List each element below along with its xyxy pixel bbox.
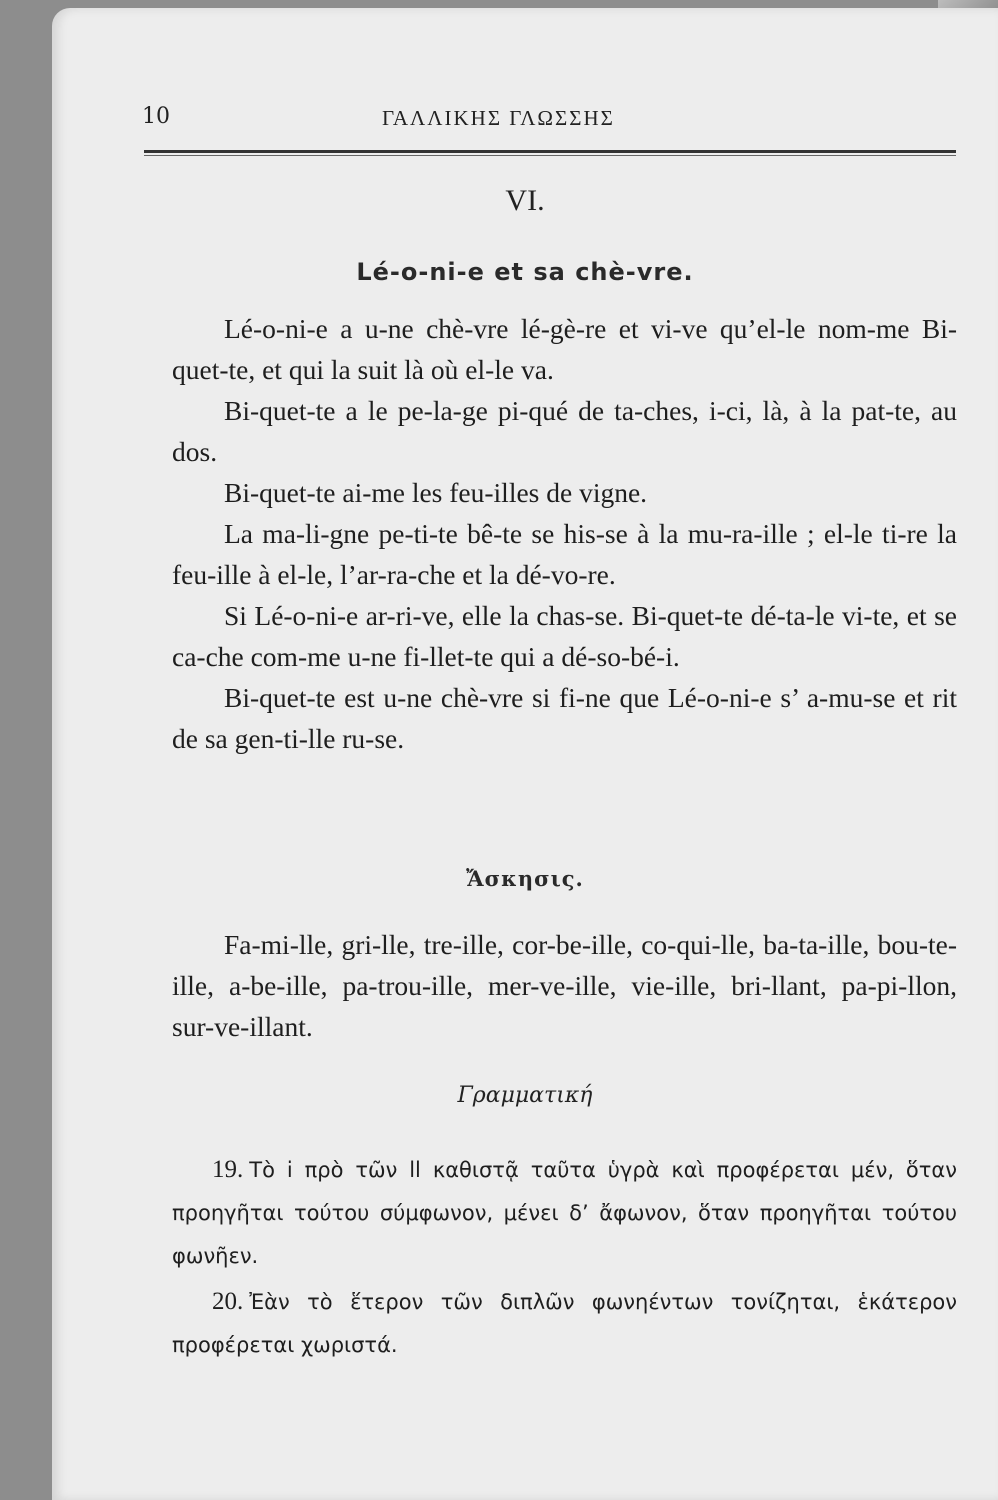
paragraph: Bi-quet-te ai-me les feu-illes de vigne. bbox=[224, 477, 648, 508]
rule-number: 20. bbox=[212, 1288, 244, 1315]
exercise-heading: Ἄσκησις. bbox=[466, 866, 584, 891]
grammar-rule-20 bbox=[172, 1280, 957, 1367]
paragraph: La ma-li-gne pe-ti-te bê-te se his-se à la mu-ra-ille ; el-le ti-re la feu-ille à el-le, l’ar-ra-che et la dé-vo-re. bbox=[172, 518, 957, 590]
exercise-text bbox=[172, 924, 957, 1047]
paragraph: Lé-o-ni-e a u-ne chè-vre lé-gè-re et vi-ve qu’el-le nom-me Bi-quet-te, et qui la suit là où el-le va. bbox=[172, 313, 957, 385]
paragraph: Bi-quet-te a le pe-la-ge pi-qué de ta-ches, i-ci, là, à la pat-te, au dos. bbox=[172, 395, 957, 467]
grammar-rule-19 bbox=[172, 1148, 957, 1278]
rule-number: 19. bbox=[212, 1156, 244, 1183]
exercise-paragraph: Fa-mi-lle, gri-lle, tre-ille, cor-be-ille, co-qui-lle, ba-ta-ille, bou-te-ille, a-be-ille, pa-trou-ille, mer-ve-ille, vie-ille, bri-llant, pa-pi-llon, sur-ve-illant. bbox=[172, 929, 957, 1042]
header-rule bbox=[144, 150, 956, 156]
chapter-number: VI. bbox=[505, 184, 545, 217]
lesson-title: Lé-o-ni-e et sa chè-vre. bbox=[356, 258, 694, 286]
book-page bbox=[52, 8, 998, 1500]
paragraph: Si Lé-o-ni-e ar-ri-ve, elle la chas-se. Bi-quet-te dé-ta-le vi-te, et se ca-che com-me u-ne fi-llet-te qui a dé-so-bé-i. bbox=[172, 600, 957, 672]
rule-text: Ἐὰν τὸ ἕτερον τῶν διπλῶν φωνηέντων τονίζηται, ἑκάτερον προφέρεται χωριστά. bbox=[172, 1290, 957, 1357]
grammar-rules bbox=[172, 1148, 957, 1369]
lesson-text bbox=[172, 308, 957, 759]
rule-text: Τὸ i πρὸ τῶν ll καθιστᾷ ταῦτα ὑγρὰ καὶ προφέρεται μέν, ὅταν προηγῆται τούτου σύμφωνον, μένει δ’ ἄφωνον, ὅταν προηγῆται τούτου φωνῆεν. bbox=[172, 1158, 957, 1268]
page-number: 10 bbox=[142, 104, 170, 129]
page-header bbox=[52, 104, 998, 144]
paragraph: Bi-quet-te est u-ne chè-vre si fi-ne que Lé-o-ni-e s’ a-mu-se et rit de sa gen-ti-lle ru-se. bbox=[172, 682, 957, 754]
running-head: ΓΑΛΛΙΚΗΣ ΓΛΩΣΣΗΣ bbox=[382, 106, 615, 130]
grammar-heading: Γραμματική bbox=[457, 1083, 593, 1108]
